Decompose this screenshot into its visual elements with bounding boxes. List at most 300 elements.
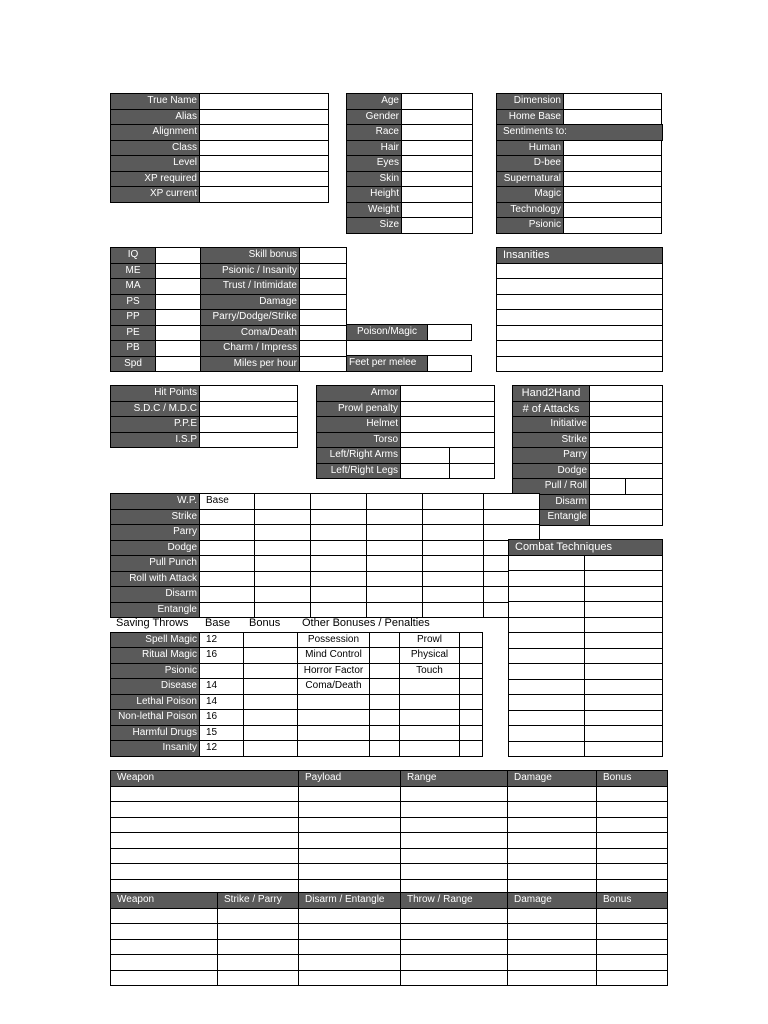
sentiment-label: Psionic <box>496 217 564 234</box>
appearance-label: Age <box>346 93 402 110</box>
origin-table <box>496 94 663 234</box>
attribute-field[interactable] <box>155 247 201 264</box>
h2h-field[interactable] <box>589 416 663 433</box>
health-label: I.S.P <box>110 432 200 449</box>
appearance-label: Eyes <box>346 155 402 172</box>
attribute-label: ME <box>110 263 156 280</box>
combat-technique-field[interactable] <box>584 555 663 572</box>
poison-magic-label: Poison/Magic <box>346 324 428 341</box>
appearance-field[interactable] <box>401 140 473 157</box>
ranged-weapon-field[interactable] <box>596 863 668 880</box>
dimension-field[interactable] <box>563 93 662 110</box>
wp-field[interactable] <box>310 493 367 510</box>
wp-field[interactable] <box>422 493 484 510</box>
other-penalty-field[interactable] <box>459 678 483 695</box>
insanity-field[interactable] <box>496 263 663 280</box>
attribute-bonus-field[interactable] <box>299 325 347 342</box>
saving-throw-bonus[interactable] <box>243 709 298 726</box>
melee-weapon-header: Damage <box>507 892 597 909</box>
sentiment-field[interactable] <box>563 217 662 234</box>
melee-weapon-field[interactable] <box>507 954 597 971</box>
melee-weapon-field[interactable] <box>507 908 597 925</box>
other-bonus-field[interactable] <box>369 709 400 726</box>
wp-field[interactable] <box>422 586 484 603</box>
insanity-field[interactable] <box>496 356 663 373</box>
wp-base-field[interactable] <box>199 586 255 603</box>
identity-label: XP current <box>110 186 200 203</box>
combat-technique-field[interactable] <box>508 679 585 696</box>
other-bonus-label <box>297 740 370 757</box>
attribute-bonus-label: Parry/Dodge/Strike <box>200 309 300 326</box>
attribute-bonus-field[interactable] <box>299 356 347 373</box>
combat-techniques-table <box>508 540 663 757</box>
other-penalty-field[interactable] <box>459 632 483 649</box>
saving-throw-bonus[interactable] <box>243 740 298 757</box>
other-bonuses-header: Other Bonuses / Penalties <box>302 617 430 629</box>
attribute-bonus-field[interactable] <box>299 309 347 326</box>
melee-weapon-field[interactable] <box>110 970 218 987</box>
other-penalty-label <box>399 709 460 726</box>
ranged-weapon-field[interactable] <box>298 786 401 803</box>
wp-field[interactable] <box>254 509 311 526</box>
appearance-field[interactable] <box>401 171 473 188</box>
appearance-table <box>346 94 473 234</box>
combat-technique-field[interactable] <box>584 710 663 727</box>
other-bonus-field[interactable] <box>369 678 400 695</box>
identity-field[interactable] <box>199 186 329 203</box>
other-bonus-field[interactable] <box>369 663 400 680</box>
melee-weapon-field[interactable] <box>217 923 299 940</box>
attribute-bonus-label: Psionic / Insanity <box>200 263 300 280</box>
combat-technique-field[interactable] <box>508 555 585 572</box>
other-bonus-label <box>297 694 370 711</box>
sentiment-field[interactable] <box>563 202 662 219</box>
identity-field[interactable] <box>199 140 329 157</box>
ranged-weapon-field[interactable] <box>400 848 508 865</box>
attribute-bonus-field[interactable] <box>299 294 347 311</box>
combat-technique-field[interactable] <box>508 586 585 603</box>
saving-throw-label: Disease <box>110 678 200 695</box>
ranged-weapon-field[interactable] <box>298 832 401 849</box>
identity-label: Level <box>110 155 200 172</box>
wp-label: W.P. <box>110 493 200 510</box>
h2h-label: Dodge <box>512 463 590 480</box>
home-base-label: Home Base <box>496 109 564 126</box>
wp-field[interactable] <box>254 586 311 603</box>
saving-throw-label: Non-lethal Poison <box>110 709 200 726</box>
other-bonus-label: Possession <box>297 632 370 649</box>
attribute-field[interactable] <box>155 340 201 357</box>
appearance-field[interactable] <box>401 155 473 172</box>
armor-field-right[interactable] <box>449 463 495 480</box>
wp-base-field[interactable] <box>199 555 255 572</box>
armor-field-left[interactable] <box>400 463 450 480</box>
h2h-label: Disarm <box>512 494 590 511</box>
h2h-field[interactable] <box>589 463 663 480</box>
home-base-field[interactable] <box>563 109 662 126</box>
saving-throw-bonus[interactable] <box>243 725 298 742</box>
combat-technique-field[interactable] <box>508 663 585 680</box>
wp-base-field[interactable] <box>199 524 255 541</box>
melee-weapon-field[interactable] <box>507 939 597 956</box>
ranged-weapon-field[interactable] <box>400 863 508 880</box>
attribute-field[interactable] <box>155 325 201 342</box>
saving-throw-label: Ritual Magic <box>110 647 200 664</box>
wp-field[interactable] <box>310 586 367 603</box>
attribute-field[interactable] <box>155 294 201 311</box>
melee-weapon-field[interactable] <box>596 923 668 940</box>
saving-throws-title: Saving Throws <box>116 617 189 629</box>
ranged-weapon-field[interactable] <box>110 801 299 818</box>
wp-field[interactable] <box>310 555 367 572</box>
melee-weapon-field[interactable] <box>298 954 401 971</box>
wp-label: Roll with Attack <box>110 571 200 588</box>
h2h-field[interactable] <box>589 494 663 511</box>
combat-technique-field[interactable] <box>508 617 585 634</box>
ranged-weapon-field[interactable] <box>507 786 597 803</box>
other-penalty-field[interactable] <box>459 647 483 664</box>
melee-weapon-field[interactable] <box>298 939 401 956</box>
melee-weapon-field[interactable] <box>298 923 401 940</box>
wp-field[interactable] <box>366 555 423 572</box>
h2h-field-right[interactable] <box>625 478 663 495</box>
ranged-weapon-field[interactable] <box>298 863 401 880</box>
insanity-field[interactable] <box>496 309 663 326</box>
combat-technique-field[interactable] <box>584 570 663 587</box>
appearance-field[interactable] <box>401 124 473 141</box>
other-penalty-field[interactable] <box>459 694 483 711</box>
armor-field[interactable] <box>400 401 495 418</box>
ranged-weapon-field[interactable] <box>507 801 597 818</box>
ranged-weapon-field[interactable] <box>298 848 401 865</box>
feet-per-melee-field[interactable] <box>427 355 472 372</box>
attribute-field[interactable] <box>155 263 201 280</box>
armor-label: Helmet <box>316 416 401 433</box>
attribute-field[interactable] <box>155 309 201 326</box>
combat-technique-field[interactable] <box>584 679 663 696</box>
other-bonus-field[interactable] <box>369 740 400 757</box>
melee-weapon-field[interactable] <box>596 970 668 987</box>
melee-weapon-field[interactable] <box>596 908 668 925</box>
combat-technique-field[interactable] <box>584 725 663 742</box>
other-bonus-field[interactable] <box>369 725 400 742</box>
wp-base-field[interactable] <box>199 509 255 526</box>
h2h-label: Parry <box>512 447 590 464</box>
wp-field[interactable] <box>366 540 423 557</box>
sentiment-label: Technology <box>496 202 564 219</box>
sentiment-field[interactable] <box>563 171 662 188</box>
attribute-bonus-label: Trust / Intimidate <box>200 278 300 295</box>
h2h-field-left[interactable] <box>589 478 626 495</box>
identity-field[interactable] <box>199 124 329 141</box>
h2h-field[interactable] <box>589 432 663 449</box>
health-field[interactable] <box>199 416 298 433</box>
wp-field[interactable] <box>254 555 311 572</box>
other-bonus-label: Horror Factor <box>297 663 370 680</box>
armor-label: Prowl penalty <box>316 401 401 418</box>
saving-throw-label: Lethal Poison <box>110 694 200 711</box>
melee-weapon-field[interactable] <box>217 939 299 956</box>
wp-field[interactable] <box>422 524 484 541</box>
armor-field-left[interactable] <box>400 447 450 464</box>
melee-weapons-table <box>110 893 668 986</box>
saving-throw-bonus[interactable] <box>243 694 298 711</box>
saving-throw-base: 12 <box>199 632 244 649</box>
armor-field[interactable] <box>400 432 495 449</box>
wp-field[interactable] <box>254 540 311 557</box>
armor-label: Torso <box>316 432 401 449</box>
attribute-bonus-field[interactable] <box>299 278 347 295</box>
saving-throw-base: 12 <box>199 740 244 757</box>
wp-field[interactable] <box>310 571 367 588</box>
other-bonus-field[interactable] <box>369 632 400 649</box>
ranged-weapon-field[interactable] <box>596 786 668 803</box>
health-label: P.P.E <box>110 416 200 433</box>
ranged-weapon-field[interactable] <box>507 817 597 834</box>
saving-throw-label: Spell Magic <box>110 632 200 649</box>
wp-field[interactable] <box>366 586 423 603</box>
ranged-weapon-field[interactable] <box>400 786 508 803</box>
wp-field[interactable] <box>310 509 367 526</box>
ranged-weapon-field[interactable] <box>507 848 597 865</box>
other-penalty-field[interactable] <box>459 663 483 680</box>
wp-label: Pull Punch <box>110 555 200 572</box>
wp-field[interactable] <box>254 571 311 588</box>
insanity-field[interactable] <box>496 325 663 342</box>
armor-field-right[interactable] <box>449 447 495 464</box>
appearance-field[interactable] <box>401 109 473 126</box>
identity-label: Class <box>110 140 200 157</box>
hand2hand-field[interactable] <box>589 385 663 402</box>
ranged-weapon-field[interactable] <box>400 801 508 818</box>
other-penalty-field[interactable] <box>459 740 483 757</box>
saving-throws-bonus-header: Bonus <box>249 617 281 629</box>
wp-label: Parry <box>110 524 200 541</box>
melee-weapon-field[interactable] <box>298 970 401 987</box>
wp-base-field[interactable] <box>199 540 255 557</box>
wp-field[interactable] <box>310 540 367 557</box>
poison-magic-field[interactable] <box>427 324 472 341</box>
sentiment-field[interactable] <box>563 186 662 203</box>
appearance-label: Size <box>346 217 402 234</box>
health-field[interactable] <box>199 432 298 449</box>
melee-weapon-field[interactable] <box>217 908 299 925</box>
combat-technique-field[interactable] <box>584 741 663 758</box>
melee-weapon-field[interactable] <box>400 954 508 971</box>
identity-label: Alignment <box>110 124 200 141</box>
insanity-field[interactable] <box>496 340 663 357</box>
insanity-field[interactable] <box>496 278 663 295</box>
wp-field[interactable] <box>366 493 423 510</box>
ranged-weapon-field[interactable] <box>110 817 299 834</box>
sentiment-label: Human <box>496 140 564 157</box>
identity-field[interactable] <box>199 155 329 172</box>
melee-weapon-field[interactable] <box>400 939 508 956</box>
h2h-field[interactable] <box>589 447 663 464</box>
melee-weapon-header: Throw / Range <box>400 892 508 909</box>
saving-throw-bonus[interactable] <box>243 678 298 695</box>
saving-throw-bonus[interactable] <box>243 663 298 680</box>
identity-field[interactable] <box>199 109 329 126</box>
appearance-label: Race <box>346 124 402 141</box>
poison-magic-box <box>346 325 472 341</box>
attacks-label: # of Attacks <box>512 401 590 418</box>
wp-field[interactable] <box>366 524 423 541</box>
insanity-field[interactable] <box>496 294 663 311</box>
attribute-field[interactable] <box>155 356 201 373</box>
attacks-field[interactable] <box>589 401 663 418</box>
wp-field[interactable] <box>254 524 311 541</box>
armor-label: Armor <box>316 385 401 402</box>
other-bonus-field[interactable] <box>369 647 400 664</box>
ranged-weapon-field[interactable] <box>298 817 401 834</box>
other-penalty-label <box>399 740 460 757</box>
combat-technique-field[interactable] <box>508 710 585 727</box>
other-bonus-field[interactable] <box>369 694 400 711</box>
health-label: Hit Points <box>110 385 200 402</box>
melee-weapon-field[interactable] <box>596 939 668 956</box>
ranged-weapon-field[interactable] <box>596 801 668 818</box>
attribute-bonus-label: Charm / Impress <box>200 340 300 357</box>
saving-throw-label: Psionic <box>110 663 200 680</box>
insanities-table <box>496 248 663 372</box>
combat-technique-field[interactable] <box>508 632 585 649</box>
h2h-field[interactable] <box>589 509 663 526</box>
saving-throw-label: Harmful Drugs <box>110 725 200 742</box>
other-bonus-label <box>297 709 370 726</box>
wp-field[interactable] <box>483 493 540 510</box>
wp-base-field[interactable] <box>199 571 255 588</box>
wp-field[interactable] <box>422 509 484 526</box>
ranged-weapon-header: Payload <box>298 770 401 787</box>
attribute-bonus-field[interactable] <box>299 263 347 280</box>
h2h-label: Entangle <box>512 509 590 526</box>
wp-table <box>110 494 540 618</box>
melee-weapon-field[interactable] <box>110 939 218 956</box>
combat-technique-field[interactable] <box>584 694 663 711</box>
combat-technique-field[interactable] <box>584 648 663 665</box>
combat-technique-field[interactable] <box>584 663 663 680</box>
melee-weapon-field[interactable] <box>217 970 299 987</box>
ranged-weapon-header: Bonus <box>596 770 668 787</box>
attribute-label: PS <box>110 294 156 311</box>
armor-field[interactable] <box>400 416 495 433</box>
combat-technique-field[interactable] <box>508 725 585 742</box>
appearance-field[interactable] <box>401 186 473 203</box>
other-penalty-field[interactable] <box>459 709 483 726</box>
wp-field[interactable] <box>422 555 484 572</box>
melee-weapon-field[interactable] <box>110 923 218 940</box>
attribute-bonus-field[interactable] <box>299 340 347 357</box>
combat-technique-field[interactable] <box>508 648 585 665</box>
saving-throw-base <box>199 663 244 680</box>
armor-label: Left/Right Legs <box>316 463 401 480</box>
sentiments-header: Sentiments to: <box>496 124 663 141</box>
saving-throw-bonus[interactable] <box>243 632 298 649</box>
wp-field[interactable] <box>310 524 367 541</box>
melee-weapon-field[interactable] <box>507 970 597 987</box>
wp-field[interactable] <box>366 509 423 526</box>
melee-weapon-field[interactable] <box>596 954 668 971</box>
attribute-bonus-label: Miles per hour <box>200 356 300 373</box>
wp-field[interactable] <box>254 493 311 510</box>
wp-field[interactable] <box>422 571 484 588</box>
combat-technique-field[interactable] <box>508 694 585 711</box>
melee-weapon-header: Disarm / Entangle <box>298 892 401 909</box>
armor-label: Left/Right Arms <box>316 447 401 464</box>
saving-throws-table <box>110 617 483 757</box>
melee-weapon-field[interactable] <box>400 970 508 987</box>
ranged-weapon-field[interactable] <box>110 832 299 849</box>
melee-weapon-field[interactable] <box>507 923 597 940</box>
appearance-field[interactable] <box>401 202 473 219</box>
combat-technique-field[interactable] <box>508 601 585 618</box>
ranged-weapon-field[interactable] <box>400 817 508 834</box>
attribute-bonus-field[interactable] <box>299 247 347 264</box>
ranged-weapon-field[interactable] <box>596 817 668 834</box>
wp-field[interactable] <box>483 509 540 526</box>
ranged-weapon-field[interactable] <box>507 832 597 849</box>
combat-technique-field[interactable] <box>584 632 663 649</box>
health-field[interactable] <box>199 385 298 402</box>
armor-field[interactable] <box>400 385 495 402</box>
sentiment-field[interactable] <box>563 155 662 172</box>
appearance-field[interactable] <box>401 93 473 110</box>
appearance-field[interactable] <box>401 217 473 234</box>
armor-table <box>316 386 495 479</box>
combat-technique-field[interactable] <box>584 617 663 634</box>
combat-technique-field[interactable] <box>508 570 585 587</box>
appearance-label: Gender <box>346 109 402 126</box>
melee-weapon-field[interactable] <box>110 908 218 925</box>
health-label: S.D.C / M.D.C <box>110 401 200 418</box>
combat-technique-field[interactable] <box>584 586 663 603</box>
ranged-weapon-field[interactable] <box>400 832 508 849</box>
melee-weapon-field[interactable] <box>400 908 508 925</box>
other-penalty-field[interactable] <box>459 725 483 742</box>
saving-throw-bonus[interactable] <box>243 647 298 664</box>
ranged-weapon-field[interactable] <box>110 786 299 803</box>
wp-field[interactable] <box>422 540 484 557</box>
identity-field[interactable] <box>199 171 329 188</box>
melee-weapon-field[interactable] <box>217 954 299 971</box>
melee-weapon-field[interactable] <box>110 954 218 971</box>
attribute-field[interactable] <box>155 278 201 295</box>
ranged-weapon-field[interactable] <box>596 832 668 849</box>
ranged-weapon-field[interactable] <box>298 801 401 818</box>
combat-technique-field[interactable] <box>508 741 585 758</box>
melee-weapon-field[interactable] <box>400 923 508 940</box>
melee-weapon-field[interactable] <box>298 908 401 925</box>
melee-weapon-header: Weapon <box>110 892 218 909</box>
ranged-weapon-header: Damage <box>507 770 597 787</box>
combat-technique-field[interactable] <box>584 601 663 618</box>
ranged-weapon-field[interactable] <box>110 848 299 865</box>
saving-throw-base: 15 <box>199 725 244 742</box>
ranged-weapon-field[interactable] <box>596 848 668 865</box>
health-field[interactable] <box>199 401 298 418</box>
sentiment-field[interactable] <box>563 140 662 157</box>
ranged-weapon-field[interactable] <box>507 863 597 880</box>
saving-throws-base-header: Base <box>205 617 231 629</box>
appearance-label: Hair <box>346 140 402 157</box>
wp-base-header: Base <box>199 493 255 510</box>
attribute-label: IQ <box>110 247 156 264</box>
wp-field[interactable] <box>366 571 423 588</box>
identity-field[interactable] <box>199 93 329 110</box>
ranged-weapon-field[interactable] <box>110 863 299 880</box>
other-penalty-label: Physical <box>399 647 460 664</box>
